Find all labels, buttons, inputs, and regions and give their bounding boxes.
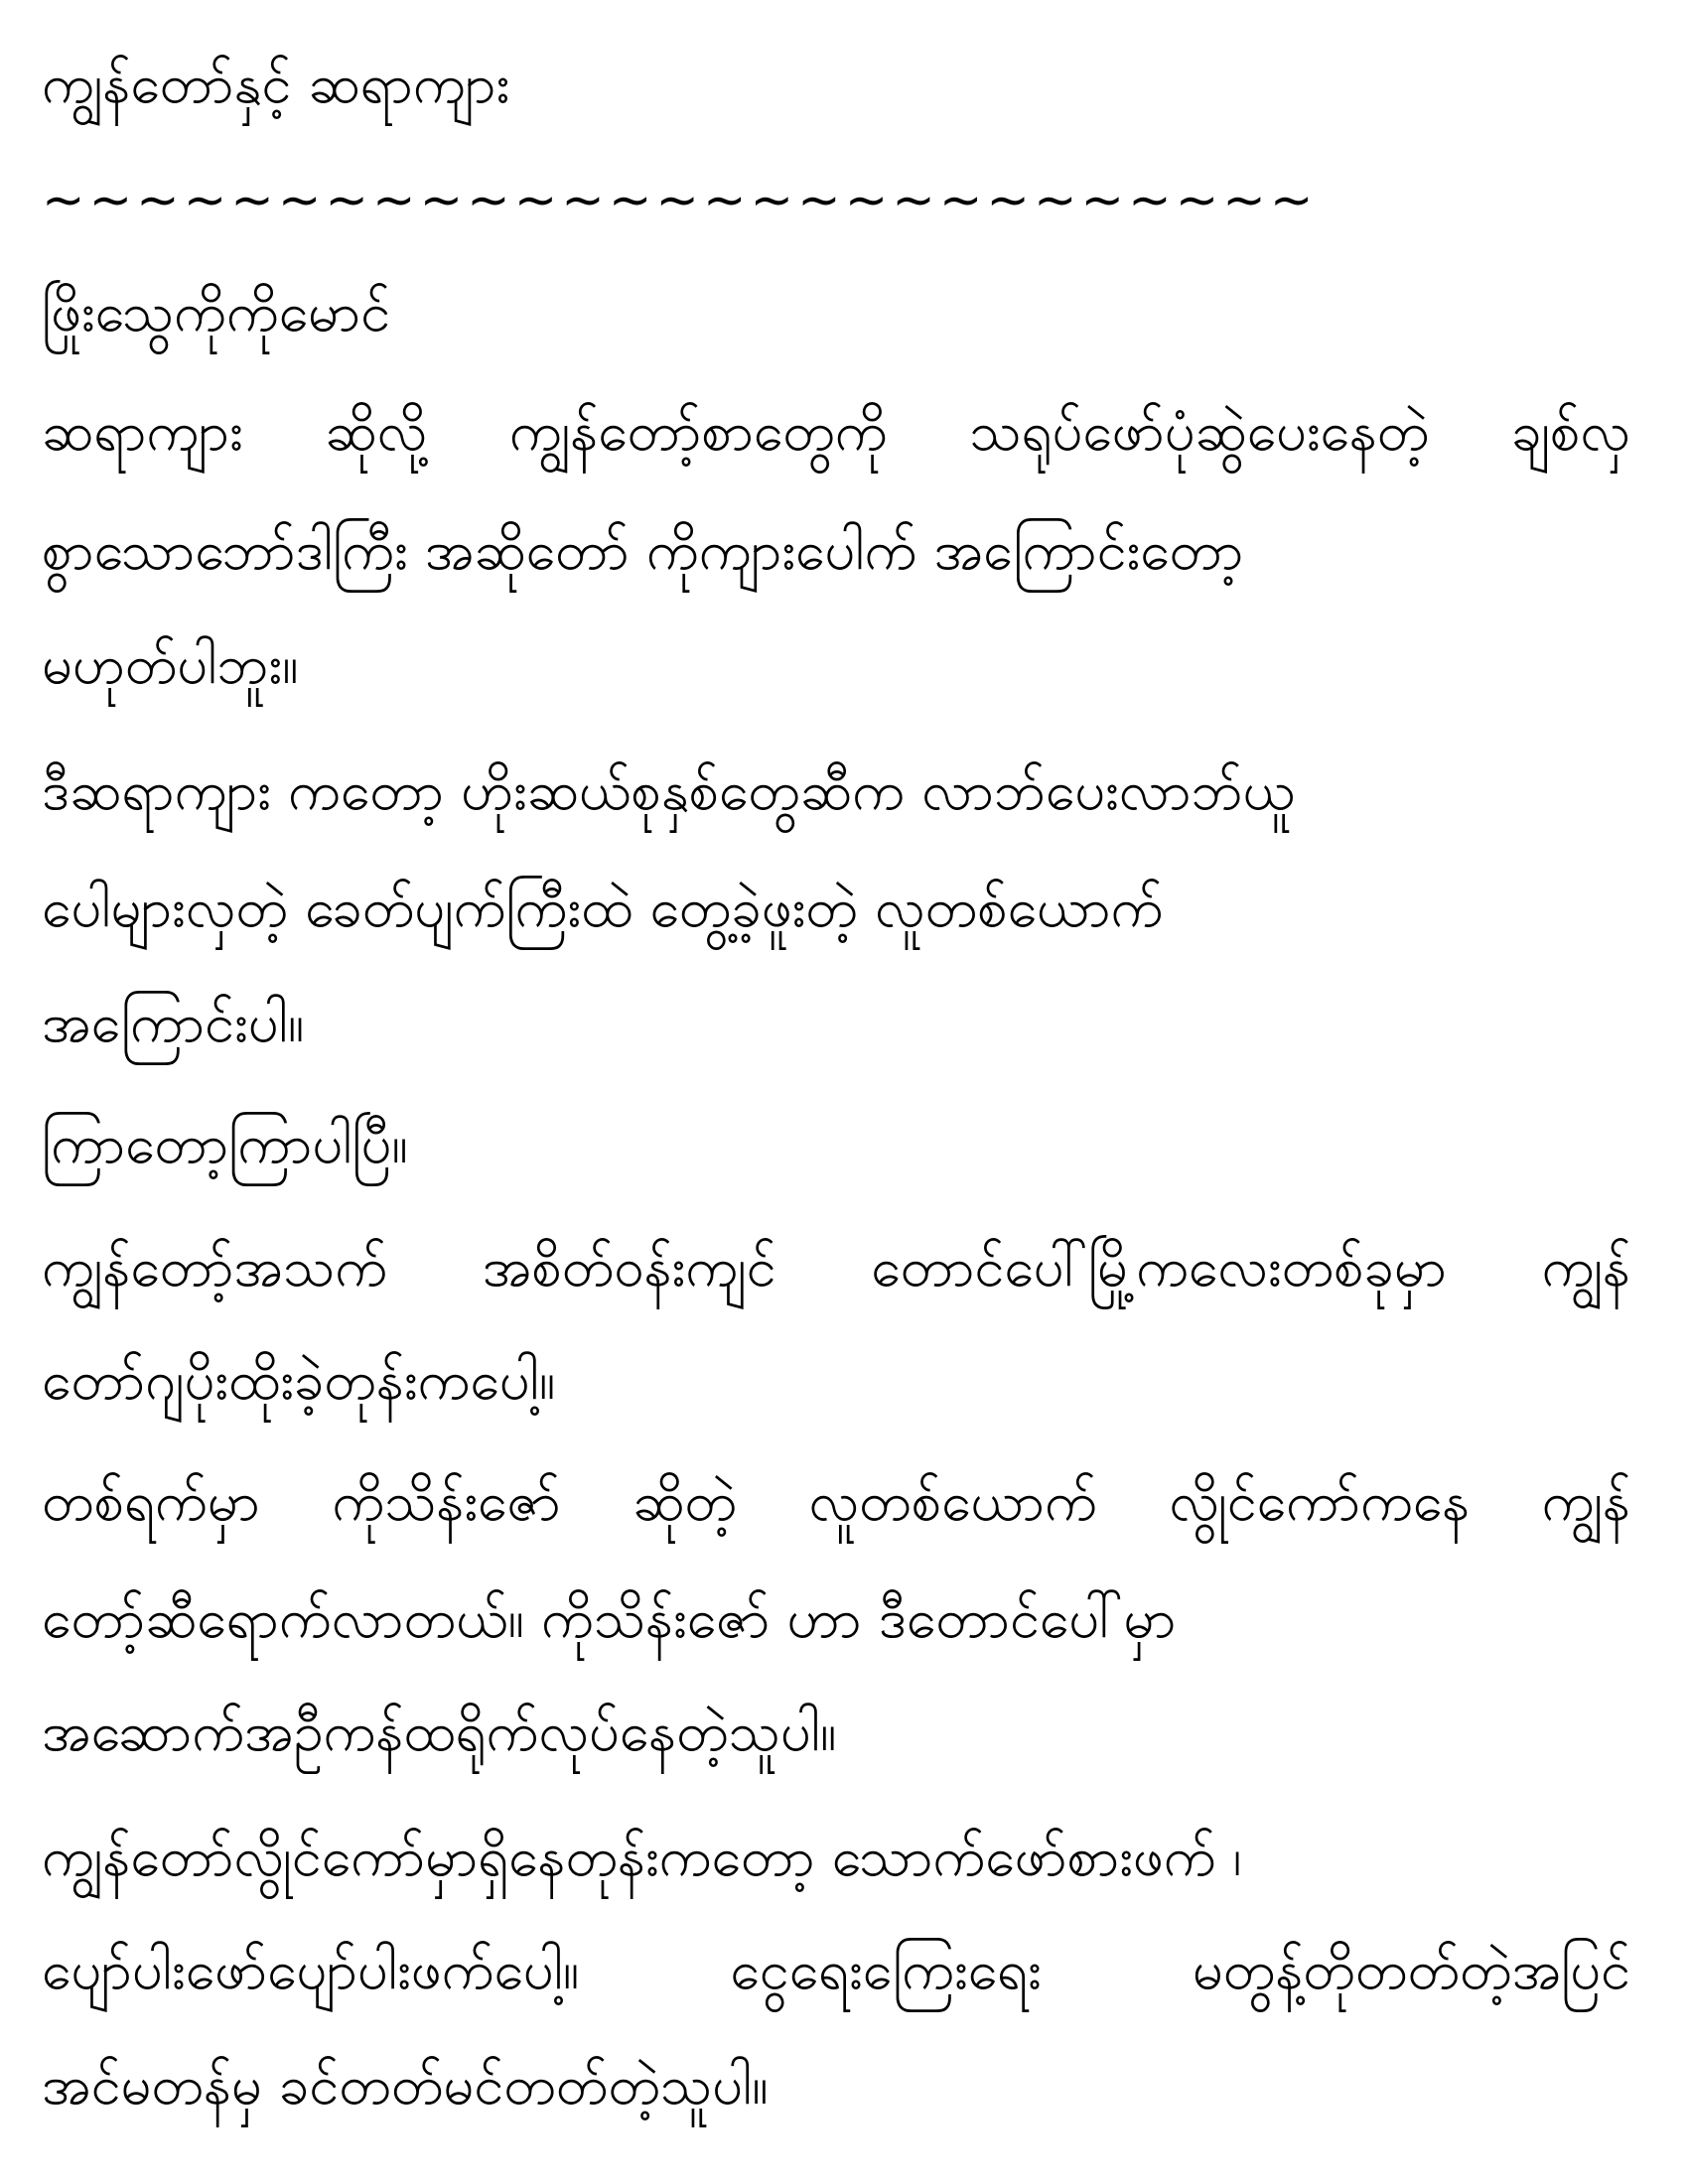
paragraph-line: စွာသောဘော်ဒါကြီး အဆိုတော် ကိုကျားပေါက် အကြောင်းတော့ <box>42 519 1244 582</box>
paragraph-line: ကျွန်တော်လွိုင်ကော်မှာရှိနေတုန်းကတော့ သောက်ဖော်စားဖက် ၊ <box>42 1826 1242 1888</box>
paragraph-line: အင်မတန်မှ ခင်တတ်မင်တတ်တဲ့သူပါ။ <box>42 2054 769 2116</box>
paragraph-line: ကြာတော့ကြာပါပြီ။ <box>42 1113 408 1175</box>
paragraph-line: ကျွန်တော့်အသက် အစိတ်ဝန်းကျင် တောင်ပေါ်မြို့ကလေးတစ်ခုမှာ ကျွန် <box>42 1236 1630 1298</box>
paragraph-line: မဟုတ်ပါဘူး။ <box>42 633 299 696</box>
paragraph-line: အဆောက်အဦကန်ထရိုက်လုပ်နေတဲ့သူပါ။ <box>42 1701 837 1763</box>
paragraph-line: တော့်ဆီရောက်လာတယ်။ ကိုသိန်းဇော် ဟာ ဒီတောင်ပေါ်မှာ <box>42 1587 1177 1650</box>
separator-line: ~~~~~~~~~~~~~~~~~~~~~~~~~~~ <box>42 171 1318 230</box>
paragraph-line: တစ်ရက်မှာ ကိုသိန်းဇော် ဆိုတဲ့ လူတစ်ယောက် လွိုင်ကော်ကနေ ကျွန် <box>42 1470 1630 1533</box>
paragraph-line: ပျော်ပါးဖော်ပျော်ပါးဖက်ပေါ့။ ငွေရေးကြေးရေး မတွန့်တိုတတ်တဲ့အပြင် <box>42 1939 1630 2001</box>
paragraph-line: အကြောင်းပါ။ <box>42 992 305 1054</box>
paragraph-line: ဒီဆရာကျား ကတော့ ဟိုးဆယ်စုနှစ်တွေဆီက လာဘ်ပေးလာဘ်ယူ <box>42 759 1295 822</box>
paragraph-line: တော်ဂျပိုးထိုးခဲ့တုန်းကပေါ့။ <box>42 1349 556 1412</box>
author-name: ဖြိုးသွေကိုကိုမောင် <box>42 281 391 343</box>
paragraph-line: ပေါများလှတဲ့ ခေတ်ပျက်ကြီးထဲ တွေ့ခဲ့ဖူးတဲ့ လူတစ်ယောက် <box>42 877 1164 939</box>
document-title: ကျွန်တော်နှင့် ဆရာကျား <box>42 53 510 115</box>
paragraph-line: ဆရာကျား ဆိုလို့ ကျွန်တော့်စာတွေကို သရုပ်ဖော်ပုံဆွဲပေးနေတဲ့ ချစ်လှ <box>42 400 1630 463</box>
